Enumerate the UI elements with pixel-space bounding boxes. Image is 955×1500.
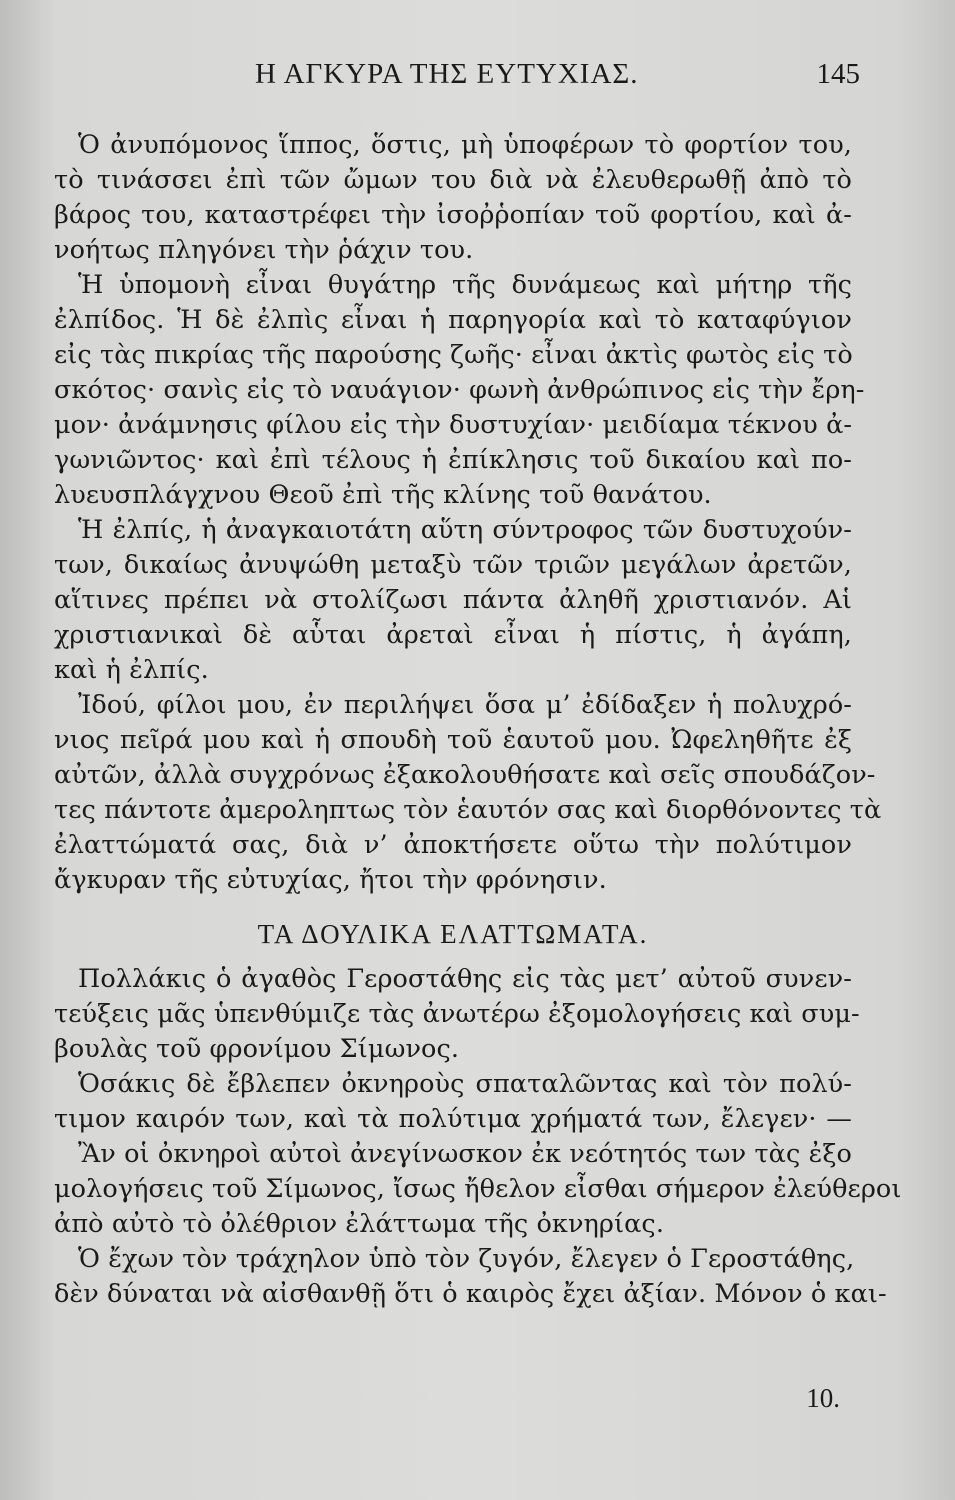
- text-line: τεύξεις μᾶς ὑπενθύμιζε τὰς ἀνωτέρω ἐξομολογήσεις καὶ συμ-: [54, 999, 860, 1029]
- text-line: των, δικαίως ἀνυψώθη μεταξὺ τῶν τριῶν μεγάλων ἀρετῶν,: [54, 550, 852, 580]
- text-line: δὲν δύναται νὰ αἰσθανθῇ ὅτι ὁ καιρὸς ἔχει ἀξίαν. Μόνον ὁ και-: [54, 1279, 887, 1309]
- page-header: [60, 58, 860, 98]
- section-heading: ΤΑ ΔΟΥΛΙΚΑ ΕΛΑΤΤΩΜΑΤΑ.: [257, 919, 649, 949]
- text-line: ἐλαττώματά σας, διὰ ν’ ἀποκτήσετε οὕτω τὴν πολύτιμον: [54, 830, 852, 860]
- signature-mark: 10.: [806, 1383, 840, 1413]
- text-line: γωνιῶντος· καὶ ἐπὶ τέλους ἡ ἐπίκλησις τοῦ δικαίου καὶ πο-: [54, 445, 852, 475]
- text-line: εἰς τὰς πικρίας τῆς παρούσης ζωῆς· εἶναι ἀκτὶς φωτὸς εἰς τὸ: [54, 340, 853, 370]
- text-line: λυευσπλάγχνου Θεοῦ ἐπὶ τῆς κλίνης τοῦ θανάτου.: [54, 480, 712, 510]
- text-line: ἀπὸ αὐτὸ τὸ ὀλέθριον ἐλάττωμα τῆς ὀκνηρίας.: [54, 1209, 665, 1239]
- text-line: Ὁ ἀνυπόμονος ἵππος, ὅστις, μὴ ὑποφέρων τὸ φορτίον του,: [78, 130, 852, 160]
- text-line: αἵτινες πρέπει νὰ στολίζωσι πάντα ἀληθῆ χριστιανόν. Αἱ: [54, 585, 852, 615]
- text-line: χριστιανικαὶ δὲ αὗται ἀρεταὶ εἶναι ἡ πίστις, ἡ ἀγάπη,: [54, 620, 852, 650]
- text-line: Ἡ ὑπομονὴ εἶναι θυγάτηρ τῆς δυνάμεως καὶ μήτηρ τῆς: [78, 270, 852, 300]
- body-text: [54, 128, 902, 1312]
- text-line: Ἰδού, φίλοι μου, ἐν περιλήψει ὅσα μ’ ἐδίδαξεν ἡ πολυχρό-: [78, 690, 852, 720]
- text-line: Ὁσάκις δὲ ἔβλεπεν ὀκνηροὺς σπαταλῶντας καὶ τὸν πολύ-: [78, 1069, 852, 1099]
- text-line: τιμον καιρόν των, καὶ τὰ πολύτιμα χρήματά των, ἔλεγεν· —: [54, 1104, 852, 1134]
- text-line: Ἡ ἐλπίς, ἡ ἀναγκαιοτάτη αὕτη σύντροφος τῶν δυστυχούν-: [78, 515, 852, 545]
- text-line: τες πάντοτε ἀμεροληπτως τὸν ἑαυτόν σας καὶ διορθόνοντες τὰ: [54, 795, 882, 825]
- text-line: Ἂν οἱ ὀκνηροὶ αὐτοὶ ἀνεγίνωσκον ἐκ νεότητός των τὰς ἐξο: [78, 1139, 852, 1169]
- running-title: Η ΑΓΚΥΡΑ ΤΗΣ ΕΥΤΥΧΙΑΣ.: [255, 58, 639, 90]
- text-line: καὶ ἡ ἐλπίς.: [54, 655, 209, 685]
- text-line: βάρος του, καταστρέφει τὴν ἰσοῤῥοπίαν τοῦ φορτίου, καὶ ἀ-: [54, 200, 852, 230]
- text-line: τὸ τινάσσει ἐπὶ τῶν ὤμων του διὰ νὰ ἐλευθερωθῇ ἀπὸ τὸ: [54, 165, 852, 195]
- text-line: μολογήσεις τοῦ Σίμωνος, ἴσως ἤθελον εἶσθαι σήμερον ἐλεύθεροι: [54, 1174, 902, 1204]
- text-line: νιος πεῖρά μου καὶ ἡ σπουδὴ τοῦ ἑαυτοῦ μου. Ὠφεληθῆτε ἐξ: [54, 725, 852, 755]
- text-line: αὐτῶν, ἀλλὰ συγχρόνως ἐξακολουθήσατε καὶ σεῖς σπουδάζον-: [54, 760, 876, 790]
- text-line: Πολλάκις ὁ ἀγαθὸς Γεροστάθης εἰς τὰς μετ’ αὐτοῦ συνεν-: [78, 964, 852, 994]
- text-line: νοήτως πληγόνει τὴν ῥάχιν του.: [54, 235, 474, 265]
- text-line: βουλὰς τοῦ φρονίμου Σίμωνος.: [54, 1034, 460, 1064]
- page-number: 145: [816, 58, 860, 90]
- text-line: Ὁ ἔχων τὸν τράχηλον ὑπὸ τὸν ζυγόν, ἔλεγεν ὁ Γεροστάθης,: [78, 1244, 855, 1274]
- text-line: ἐλπίδος. Ἡ δὲ ἐλπὶς εἶναι ἡ παρηγορία καὶ τὸ καταφύγιον: [54, 305, 852, 335]
- text-line: μον· ἀνάμνησις φίλου εἰς τὴν δυστυχίαν· μειδίαμα τέκνου ἀ-: [54, 410, 853, 440]
- text-line: σκότος· σανὶς εἰς τὸ ναυάγιον· φωνὴ ἀνθρώπινος εἰς τὴν ἔρη-: [54, 375, 865, 405]
- text-line: ἄγκυραν τῆς εὐτυχίας, ἤτοι τὴν φρόνησιν.: [54, 865, 607, 895]
